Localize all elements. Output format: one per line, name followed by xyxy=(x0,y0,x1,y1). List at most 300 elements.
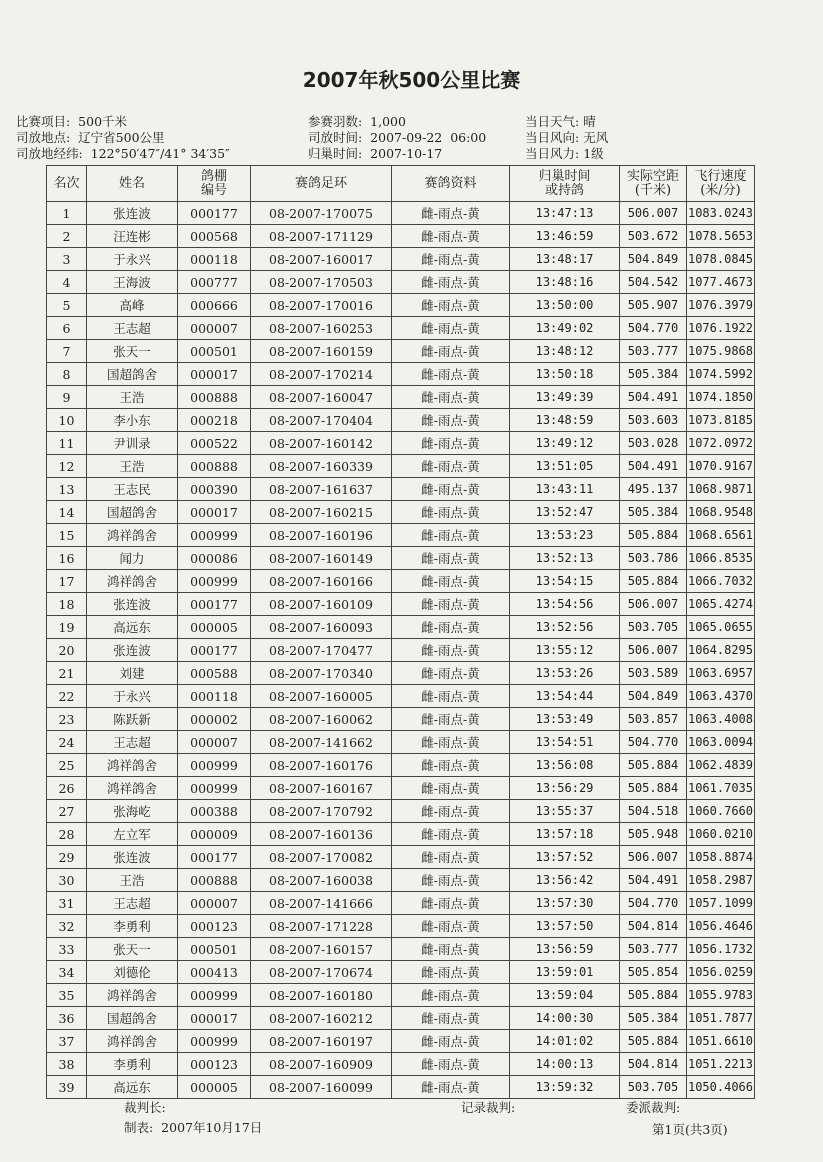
table-row xyxy=(47,340,755,363)
table-row xyxy=(47,915,755,938)
cell-ring: 08-2007-170477 xyxy=(251,639,392,662)
cell-distance: 504.849 xyxy=(620,685,687,708)
cell-distance: 506.007 xyxy=(620,202,687,225)
cell-name: 张天一 xyxy=(87,938,178,961)
cell-ring: 08-2007-160109 xyxy=(251,593,392,616)
table-row xyxy=(47,616,755,639)
cell-bird-info: 雌-雨点-黄 xyxy=(392,432,510,455)
cell-name: 王志超 xyxy=(87,892,178,915)
cell-name: 鸿祥鸽舍 xyxy=(87,777,178,800)
cell-bird-info: 雌-雨点-黄 xyxy=(392,639,510,662)
cell-rank: 4 xyxy=(47,271,87,294)
cell-return-time: 13:50:18 xyxy=(510,363,620,386)
table-row xyxy=(47,202,755,225)
cell-rank: 16 xyxy=(47,547,87,570)
column-header-ring: 赛鸽足环 xyxy=(251,166,392,202)
cell-loft-id: 000177 xyxy=(178,846,251,869)
cell-distance: 503.777 xyxy=(620,938,687,961)
cell-loft-id: 000999 xyxy=(178,984,251,1007)
cell-rank: 39 xyxy=(47,1076,87,1099)
cell-speed: 1063.4370 xyxy=(687,685,755,708)
cell-name: 尹训录 xyxy=(87,432,178,455)
cell-bird-info: 雌-雨点-黄 xyxy=(392,363,510,386)
meta-weather-label: 当日天气: xyxy=(525,114,580,129)
cell-rank: 38 xyxy=(47,1053,87,1076)
cell-distance: 505.884 xyxy=(620,754,687,777)
column-header-bird-info: 赛鸽资料 xyxy=(392,166,510,202)
table-row xyxy=(47,961,755,984)
cell-bird-info: 雌-雨点-黄 xyxy=(392,685,510,708)
cell-bird-info: 雌-雨点-黄 xyxy=(392,248,510,271)
cell-distance: 503.589 xyxy=(620,662,687,685)
cell-rank: 1 xyxy=(47,202,87,225)
cell-ring: 08-2007-160176 xyxy=(251,754,392,777)
table-row xyxy=(47,1030,755,1053)
column-header-return-time: 归巢时间 或持鸽 xyxy=(510,166,620,202)
cell-ring: 08-2007-160062 xyxy=(251,708,392,731)
cell-loft-id: 000888 xyxy=(178,869,251,892)
cell-return-time: 13:54:44 xyxy=(510,685,620,708)
column-header-loft-id: 鸽棚 编号 xyxy=(178,166,251,202)
cell-return-time: 13:52:13 xyxy=(510,547,620,570)
cell-name: 高远东 xyxy=(87,616,178,639)
cell-loft-id: 000002 xyxy=(178,708,251,731)
cell-ring: 08-2007-170016 xyxy=(251,294,392,317)
cell-name: 鸿祥鸽舍 xyxy=(87,984,178,1007)
cell-rank: 20 xyxy=(47,639,87,662)
table-row xyxy=(47,800,755,823)
cell-return-time: 14:00:13 xyxy=(510,1053,620,1076)
cell-rank: 23 xyxy=(47,708,87,731)
cell-ring: 08-2007-141662 xyxy=(251,731,392,754)
cell-name: 鸿祥鸽舍 xyxy=(87,754,178,777)
cell-name: 李勇利 xyxy=(87,915,178,938)
cell-loft-id: 000177 xyxy=(178,639,251,662)
cell-bird-info: 雌-雨点-黄 xyxy=(392,1076,510,1099)
cell-rank: 8 xyxy=(47,363,87,386)
cell-distance: 505.384 xyxy=(620,363,687,386)
cell-loft-id: 000999 xyxy=(178,754,251,777)
column-header-name: 姓名 xyxy=(87,166,178,202)
cell-ring: 08-2007-160157 xyxy=(251,938,392,961)
cell-return-time: 13:57:52 xyxy=(510,846,620,869)
cell-loft-id: 000522 xyxy=(178,432,251,455)
cell-name: 闻力 xyxy=(87,547,178,570)
cell-ring: 08-2007-160149 xyxy=(251,547,392,570)
cell-speed: 1074.1850 xyxy=(687,386,755,409)
cell-speed: 1075.9868 xyxy=(687,340,755,363)
cell-loft-id: 000568 xyxy=(178,225,251,248)
cell-speed: 1076.3979 xyxy=(687,294,755,317)
table-row xyxy=(47,294,755,317)
cell-return-time: 13:49:39 xyxy=(510,386,620,409)
cell-bird-info: 雌-雨点-黄 xyxy=(392,938,510,961)
meta-weather-value: 晴 xyxy=(583,114,596,129)
table-row xyxy=(47,823,755,846)
cell-name: 刘德伦 xyxy=(87,961,178,984)
cell-distance: 504.491 xyxy=(620,455,687,478)
cell-name: 王志民 xyxy=(87,478,178,501)
cell-name: 王志超 xyxy=(87,317,178,340)
cell-speed: 1063.0094 xyxy=(687,731,755,754)
cell-name: 张海屹 xyxy=(87,800,178,823)
cell-rank: 30 xyxy=(47,869,87,892)
cell-return-time: 13:56:08 xyxy=(510,754,620,777)
cell-bird-info: 雌-雨点-黄 xyxy=(392,1007,510,1030)
cell-speed: 1064.8295 xyxy=(687,639,755,662)
cell-name: 于永兴 xyxy=(87,685,178,708)
cell-distance: 504.542 xyxy=(620,271,687,294)
cell-name: 国超鸽舍 xyxy=(87,363,178,386)
cell-rank: 7 xyxy=(47,340,87,363)
cell-ring: 08-2007-160212 xyxy=(251,1007,392,1030)
cell-ring: 08-2007-161637 xyxy=(251,478,392,501)
cell-distance: 504.518 xyxy=(620,800,687,823)
cell-loft-id: 000123 xyxy=(178,1053,251,1076)
cell-ring: 08-2007-171228 xyxy=(251,915,392,938)
cell-loft-id: 000118 xyxy=(178,685,251,708)
cell-distance: 504.491 xyxy=(620,386,687,409)
cell-rank: 14 xyxy=(47,501,87,524)
cell-rank: 9 xyxy=(47,386,87,409)
cell-speed: 1050.4066 xyxy=(687,1076,755,1099)
cell-speed: 1055.9783 xyxy=(687,984,755,1007)
cell-return-time: 13:48:16 xyxy=(510,271,620,294)
cell-ring: 08-2007-160196 xyxy=(251,524,392,547)
meta-coords-label: 司放地经纬: xyxy=(16,146,83,161)
meta-return-value: 2007-10-17 xyxy=(370,146,443,161)
cell-bird-info: 雌-雨点-黄 xyxy=(392,1030,510,1053)
cell-loft-id: 000123 xyxy=(178,915,251,938)
cell-rank: 28 xyxy=(47,823,87,846)
cell-name: 王浩 xyxy=(87,455,178,478)
cell-distance: 505.884 xyxy=(620,984,687,1007)
table-row xyxy=(47,317,755,340)
table-row xyxy=(47,478,755,501)
cell-ring: 08-2007-160142 xyxy=(251,432,392,455)
cell-return-time: 13:49:02 xyxy=(510,317,620,340)
cell-distance: 503.028 xyxy=(620,432,687,455)
cell-return-time: 13:43:11 xyxy=(510,478,620,501)
cell-speed: 1062.4839 xyxy=(687,754,755,777)
cell-distance: 503.705 xyxy=(620,616,687,639)
cell-ring: 08-2007-160180 xyxy=(251,984,392,1007)
table-row xyxy=(47,1053,755,1076)
cell-speed: 1051.6610 xyxy=(687,1030,755,1053)
cell-return-time: 13:56:29 xyxy=(510,777,620,800)
table-row xyxy=(47,524,755,547)
cell-rank: 11 xyxy=(47,432,87,455)
table-row xyxy=(47,570,755,593)
cell-distance: 503.777 xyxy=(620,340,687,363)
cell-bird-info: 雌-雨点-黄 xyxy=(392,892,510,915)
cell-speed: 1078.5653 xyxy=(687,225,755,248)
cell-loft-id: 000999 xyxy=(178,777,251,800)
cell-return-time: 13:52:56 xyxy=(510,616,620,639)
cell-bird-info: 雌-雨点-黄 xyxy=(392,225,510,248)
cell-distance: 503.672 xyxy=(620,225,687,248)
table-row xyxy=(47,547,755,570)
cell-return-time: 13:57:30 xyxy=(510,892,620,915)
meta-count-label: 参赛羽数: xyxy=(308,114,363,129)
cell-bird-info: 雌-雨点-黄 xyxy=(392,501,510,524)
cell-return-time: 13:47:13 xyxy=(510,202,620,225)
cell-rank: 3 xyxy=(47,248,87,271)
cell-return-time: 13:53:49 xyxy=(510,708,620,731)
cell-distance: 503.857 xyxy=(620,708,687,731)
cell-bird-info: 雌-雨点-黄 xyxy=(392,317,510,340)
cell-loft-id: 000177 xyxy=(178,202,251,225)
cell-name: 张连波 xyxy=(87,202,178,225)
cell-speed: 1078.0845 xyxy=(687,248,755,271)
table-row xyxy=(47,892,755,915)
cell-bird-info: 雌-雨点-黄 xyxy=(392,731,510,754)
cell-bird-info: 雌-雨点-黄 xyxy=(392,547,510,570)
results-table xyxy=(46,165,755,1099)
cell-rank: 17 xyxy=(47,570,87,593)
footer-made-by: 制表: 2007年10月17日 xyxy=(124,1120,263,1135)
cell-speed: 1068.9871 xyxy=(687,478,755,501)
cell-name: 国超鸽舍 xyxy=(87,1007,178,1030)
cell-name: 张天一 xyxy=(87,340,178,363)
cell-return-time: 13:51:05 xyxy=(510,455,620,478)
cell-speed: 1063.6957 xyxy=(687,662,755,685)
meta-count-value: 1,000 xyxy=(370,114,406,129)
cell-name: 王海波 xyxy=(87,271,178,294)
cell-name: 鸿祥鸽舍 xyxy=(87,524,178,547)
meta-wind-dir-value: 无风 xyxy=(583,130,609,145)
table-row xyxy=(47,708,755,731)
table-row xyxy=(47,225,755,248)
cell-distance: 506.007 xyxy=(620,593,687,616)
cell-rank: 21 xyxy=(47,662,87,685)
cell-bird-info: 雌-雨点-黄 xyxy=(392,961,510,984)
cell-bird-info: 雌-雨点-黄 xyxy=(392,754,510,777)
cell-rank: 34 xyxy=(47,961,87,984)
cell-speed: 1076.1922 xyxy=(687,317,755,340)
cell-return-time: 13:55:37 xyxy=(510,800,620,823)
cell-loft-id: 000009 xyxy=(178,823,251,846)
cell-ring: 08-2007-160167 xyxy=(251,777,392,800)
cell-speed: 1070.9167 xyxy=(687,455,755,478)
table-row xyxy=(47,455,755,478)
cell-ring: 08-2007-160017 xyxy=(251,248,392,271)
cell-return-time: 13:53:26 xyxy=(510,662,620,685)
cell-loft-id: 000086 xyxy=(178,547,251,570)
cell-distance: 504.814 xyxy=(620,915,687,938)
cell-ring: 08-2007-160038 xyxy=(251,869,392,892)
cell-rank: 31 xyxy=(47,892,87,915)
cell-ring: 08-2007-170214 xyxy=(251,363,392,386)
table-row xyxy=(47,1076,755,1099)
cell-bird-info: 雌-雨点-黄 xyxy=(392,340,510,363)
cell-loft-id: 000999 xyxy=(178,524,251,547)
table-row xyxy=(47,846,755,869)
cell-ring: 08-2007-160215 xyxy=(251,501,392,524)
table-row xyxy=(47,731,755,754)
table-row xyxy=(47,777,755,800)
meta-place-value: 辽宁省500公里 xyxy=(78,130,165,145)
cell-distance: 505.884 xyxy=(620,570,687,593)
cell-rank: 6 xyxy=(47,317,87,340)
table-row xyxy=(47,685,755,708)
cell-return-time: 13:48:17 xyxy=(510,248,620,271)
cell-return-time: 13:52:47 xyxy=(510,501,620,524)
cell-rank: 37 xyxy=(47,1030,87,1053)
meta-wind-dir-label: 当日风向: xyxy=(525,130,580,145)
cell-loft-id: 000501 xyxy=(178,340,251,363)
cell-loft-id: 000118 xyxy=(178,248,251,271)
cell-ring: 08-2007-170340 xyxy=(251,662,392,685)
cell-return-time: 13:54:15 xyxy=(510,570,620,593)
meta-return-label: 归巢时间: xyxy=(308,146,363,161)
table-row xyxy=(47,984,755,1007)
cell-bird-info: 雌-雨点-黄 xyxy=(392,294,510,317)
footer-page-info: 第1页(共3页) xyxy=(652,1122,728,1137)
cell-return-time: 14:01:02 xyxy=(510,1030,620,1053)
cell-rank: 22 xyxy=(47,685,87,708)
cell-distance: 504.770 xyxy=(620,892,687,915)
cell-rank: 2 xyxy=(47,225,87,248)
cell-ring: 08-2007-160159 xyxy=(251,340,392,363)
cell-bird-info: 雌-雨点-黄 xyxy=(392,409,510,432)
cell-rank: 33 xyxy=(47,938,87,961)
table-row xyxy=(47,409,755,432)
cell-ring: 08-2007-170082 xyxy=(251,846,392,869)
table-row xyxy=(47,754,755,777)
cell-name: 王浩 xyxy=(87,386,178,409)
cell-return-time: 13:54:51 xyxy=(510,731,620,754)
cell-loft-id: 000888 xyxy=(178,386,251,409)
cell-return-time: 13:57:18 xyxy=(510,823,620,846)
cell-speed: 1063.4008 xyxy=(687,708,755,731)
cell-distance: 503.705 xyxy=(620,1076,687,1099)
meta-return xyxy=(308,144,442,162)
cell-bird-info: 雌-雨点-黄 xyxy=(392,524,510,547)
cell-return-time: 13:56:59 xyxy=(510,938,620,961)
cell-distance: 504.770 xyxy=(620,317,687,340)
cell-speed: 1058.8874 xyxy=(687,846,755,869)
cell-bird-info: 雌-雨点-黄 xyxy=(392,570,510,593)
table-row xyxy=(47,593,755,616)
cell-distance: 506.007 xyxy=(620,639,687,662)
cell-name: 鸿祥鸽舍 xyxy=(87,570,178,593)
cell-rank: 13 xyxy=(47,478,87,501)
cell-return-time: 13:59:32 xyxy=(510,1076,620,1099)
cell-ring: 08-2007-160093 xyxy=(251,616,392,639)
cell-rank: 12 xyxy=(47,455,87,478)
cell-name: 张连波 xyxy=(87,593,178,616)
table-row xyxy=(47,938,755,961)
cell-speed: 1073.8185 xyxy=(687,409,755,432)
cell-distance: 503.786 xyxy=(620,547,687,570)
table-row xyxy=(47,662,755,685)
cell-return-time: 13:48:59 xyxy=(510,409,620,432)
cell-bird-info: 雌-雨点-黄 xyxy=(392,777,510,800)
table-row xyxy=(47,501,755,524)
cell-ring: 08-2007-160099 xyxy=(251,1076,392,1099)
cell-return-time: 13:59:04 xyxy=(510,984,620,1007)
table-header-row xyxy=(47,166,755,202)
cell-bird-info: 雌-雨点-黄 xyxy=(392,823,510,846)
cell-name: 李小东 xyxy=(87,409,178,432)
meta-wind-force-label: 当日风力: xyxy=(525,146,580,161)
meta-project-label: 比赛项目: xyxy=(16,114,71,129)
table-row xyxy=(47,1007,755,1030)
cell-bird-info: 雌-雨点-黄 xyxy=(392,708,510,731)
cell-name: 高远东 xyxy=(87,1076,178,1099)
cell-bird-info: 雌-雨点-黄 xyxy=(392,1053,510,1076)
cell-loft-id: 000177 xyxy=(178,593,251,616)
cell-bird-info: 雌-雨点-黄 xyxy=(392,455,510,478)
table-row xyxy=(47,363,755,386)
cell-loft-id: 000007 xyxy=(178,317,251,340)
cell-return-time: 13:55:12 xyxy=(510,639,620,662)
meta-place-label: 司放地点: xyxy=(16,130,71,145)
cell-speed: 1056.4646 xyxy=(687,915,755,938)
cell-bird-info: 雌-雨点-黄 xyxy=(392,593,510,616)
table-row xyxy=(47,386,755,409)
cell-return-time: 13:59:01 xyxy=(510,961,620,984)
meta-coords-value: 122°50′47″/41° 34′35″ xyxy=(90,146,230,161)
cell-return-time: 13:50:00 xyxy=(510,294,620,317)
cell-bird-info: 雌-雨点-黄 xyxy=(392,271,510,294)
column-header-distance: 实际空距 (千米) xyxy=(620,166,687,202)
cell-bird-info: 雌-雨点-黄 xyxy=(392,616,510,639)
cell-ring: 08-2007-170503 xyxy=(251,271,392,294)
cell-speed: 1065.4274 xyxy=(687,593,755,616)
cell-ring: 08-2007-160197 xyxy=(251,1030,392,1053)
cell-distance: 505.907 xyxy=(620,294,687,317)
cell-distance: 504.491 xyxy=(620,869,687,892)
cell-distance: 504.849 xyxy=(620,248,687,271)
cell-name: 陈跃新 xyxy=(87,708,178,731)
page-title: 2007年秋500公里比赛 xyxy=(302,68,521,92)
cell-ring: 08-2007-160253 xyxy=(251,317,392,340)
cell-loft-id: 000999 xyxy=(178,570,251,593)
cell-loft-id: 000888 xyxy=(178,455,251,478)
cell-rank: 5 xyxy=(47,294,87,317)
table-row xyxy=(47,432,755,455)
cell-rank: 36 xyxy=(47,1007,87,1030)
cell-loft-id: 000588 xyxy=(178,662,251,685)
meta-project-value: 500千米 xyxy=(78,114,128,129)
cell-name: 鸿祥鸽舍 xyxy=(87,1030,178,1053)
cell-speed: 1051.7877 xyxy=(687,1007,755,1030)
cell-distance: 505.948 xyxy=(620,823,687,846)
cell-return-time: 13:46:59 xyxy=(510,225,620,248)
cell-speed: 1066.8535 xyxy=(687,547,755,570)
cell-name: 李勇利 xyxy=(87,1053,178,1076)
cell-return-time: 13:53:23 xyxy=(510,524,620,547)
cell-distance: 505.384 xyxy=(620,501,687,524)
meta-wind-force xyxy=(525,144,604,162)
cell-speed: 1068.6561 xyxy=(687,524,755,547)
cell-speed: 1056.0259 xyxy=(687,961,755,984)
cell-speed: 1074.5992 xyxy=(687,363,755,386)
cell-return-time: 13:56:42 xyxy=(510,869,620,892)
cell-ring: 08-2007-160005 xyxy=(251,685,392,708)
cell-distance: 495.137 xyxy=(620,478,687,501)
cell-loft-id: 000999 xyxy=(178,1030,251,1053)
cell-speed: 1077.4673 xyxy=(687,271,755,294)
cell-return-time: 13:48:12 xyxy=(510,340,620,363)
table-row xyxy=(47,639,755,662)
cell-bird-info: 雌-雨点-黄 xyxy=(392,662,510,685)
cell-speed: 1072.0972 xyxy=(687,432,755,455)
cell-loft-id: 000777 xyxy=(178,271,251,294)
cell-loft-id: 000218 xyxy=(178,409,251,432)
